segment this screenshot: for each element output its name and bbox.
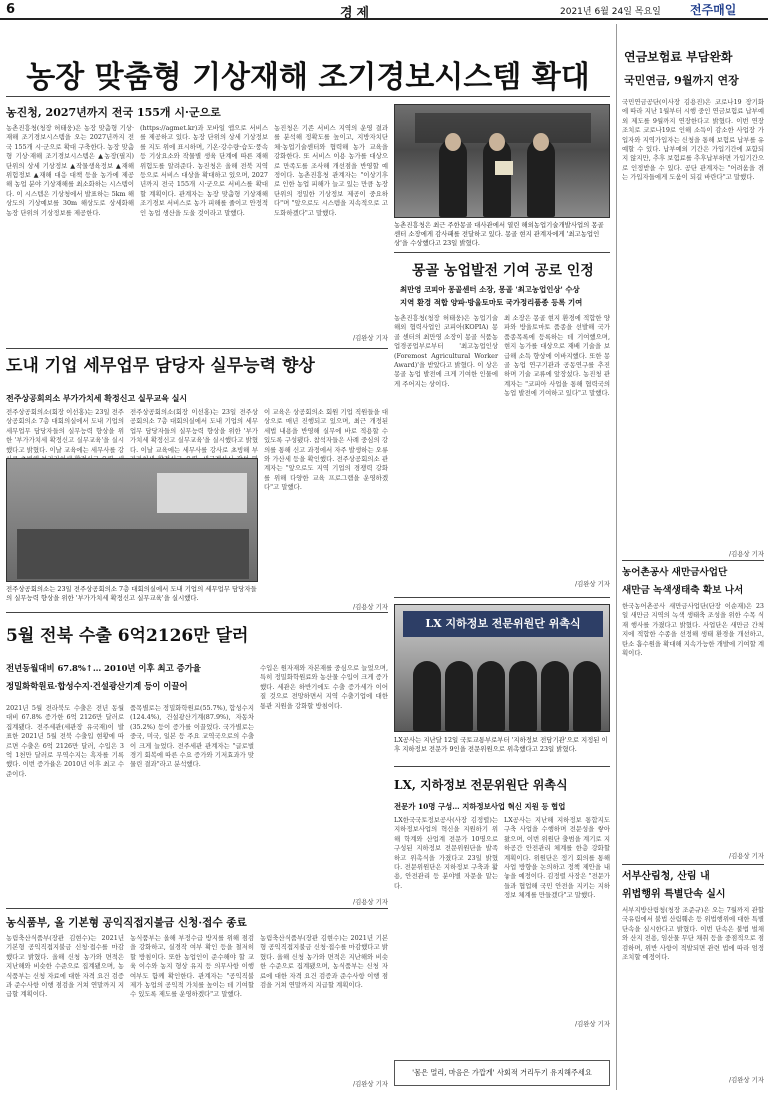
award-photo-caption: 농촌진흥청은 최근 주한몽골 대사관에서 열린 해외농업기술개발사업의 몽골 센터 소장에게 감사패를 전달하고 있다. 몽골 현지 관계자에게 '최고농업인상'을 수상했다고 23일 밝혔다. [394, 221, 604, 247]
right-byline3: /김완상 기자 [728, 1076, 764, 1084]
right-head3b: 위법행위 특별단속 실시 [622, 889, 726, 900]
right-rule2 [622, 560, 764, 561]
story3-byline: /김완상 기자 [574, 580, 610, 588]
story2-body-col2: 이 교육은 상공회의소 회원 기업 직원들을 대상으로 매년 진행되고 있으며, 최근 개정된 세법 내용을 반영해 실무에 바로 적용할 수 있도록 구성됐다. 참석자들은 사례 중심의 강의를 통해 신고 과정에서 자주 발생하는 오류와 가산세 등을 확인했다. 전주상공회의소 관계자는 "앞으로도 지역 기업의 경쟁력 강화를 위해 다양한 교육 프로그램을 운영하겠다"고 말했다. [264, 408, 388, 492]
story4-body-col3: 수입은 원자재와 자본재를 중심으로 늘었으며, 특히 정밀화학원료와 농산물 수입이 크게 증가했다. 세관은 하반기에도 수출 증가세가 이어질 것으로 전망하면서 지역 수출기업에 대한 통관 지원을 강화할 방침이다. [260, 664, 388, 710]
paper-name: 전주매일 [690, 3, 737, 17]
story4-kicker2: 정밀화학원료·합성수지·건설광산기계 등이 이끌어 [6, 681, 188, 691]
right-body1: 국민연금공단(이사장 김용진)은 코로나19 장기화에 따라 지난 1월부터 시행 중인 연금보험료 납부예외 제도를 9월까지 연장한다고 밝혔다. 이번 연장 조치로 코로나19로 인해 소득이 감소한 사업장 가입자와 지역가입자는 신청을 통해 보험료 납부를 유예할 수 있다. 납부예외 기간은 가입기간에 포함되지 않지만, 추후 보험료를 추후납부하면 가입기간으로 인정받을 수 있다. 공단 관계자는 "어려움을 겪는 가입자들에게 도움이 되길 바란다"고 말했다. [622, 98, 764, 182]
photo2-rule [394, 597, 610, 598]
story5-byline: /김완상 기자 [574, 1020, 610, 1028]
distancing-ad: '몸은 멀리, 마음은 가깝게' 사회적 거리두기 유지해주세요 [394, 1060, 610, 1086]
story5-body-col2: LX공사는 지난해 지하정보 통합지도 구축 사업을 수행하며 전문성을 쌓아왔으며, 이번 위원단 출범을 계기로 지하공간 안전관리 체계를 한층 강화할 계획이다. 위원단은 정기 회의를 통해 사업 방향을 논의하고 정책 제안을 내놓을 예정이다. 김정렬 사장은 "전문가들과 협업해 국민 안전을 지키는 지하정보 체계를 만들겠다"고 말했다. [504, 816, 610, 900]
award-photo [394, 104, 610, 218]
right-body2: 한국농어촌공사 새만금사업단(단장 이순재)은 23일 새만금 지역의 녹색 생태축 조성을 위한 수목 식재 행사를 가졌다고 밝혔다. 사업단은 새만금 간척지에 적합한 수종을 선정해 생태 환경을 개선하고, 탄소 흡수원을 확대해 지속가능한 개발에 기여할 계획이다. [622, 602, 764, 658]
story2-headline: 도내 기업 세무업무 담당자 실무능력 향상 [6, 356, 315, 376]
photo-person [413, 661, 441, 731]
story3-kicker1: 최만영 코피아 몽골센터 소장, 몽골 '최고농업인상' 수상 [400, 285, 580, 294]
photo-person-head [489, 133, 505, 151]
story4-headline: 5월 전북 수출 6억2126만 달러 [6, 626, 249, 646]
lx-banner: LX 지하정보 전문위원단 위촉식 [403, 611, 603, 637]
story5-headline: LX, 지하정보 전문위원단 위촉식 [394, 778, 568, 792]
photo-person-head [445, 133, 461, 151]
page-number: 6 [6, 2, 16, 17]
story2-byline: /김용상 기자 [352, 603, 388, 611]
right-rule3 [622, 864, 764, 865]
plaque-icon [495, 161, 513, 175]
story4-byline: /김용상 기자 [352, 898, 388, 906]
photo-person [445, 661, 473, 731]
right-body3: 서부지방산림청(청장 조준규)은 오는 7월까지 관할 국유림에서 불법 산림훼손 등 위법행위에 대한 특별단속을 실시한다고 밝혔다. 이번 단속은 불법 벌채와 산지 전용, 임산물 무단 채취 등을 중점적으로 점검하며, 위반 사항이 적발되면 관련 법에 따라 엄정 조치할 예정이다. [622, 906, 764, 962]
lead-subhead: 농진청, 2027년까지 전국 155개 시·군으로 [6, 106, 221, 119]
lead-rule [6, 96, 610, 97]
photo-person [477, 661, 505, 731]
audience-rows [17, 529, 249, 579]
story3-body-col2: 최 소장은 몽골 현지 환경에 적합한 양파와 방울토마토 품종을 선발해 국가 품종목록에 등록하는 데 기여했으며, 현지 농가를 대상으로 재배 기술을 보급해 소득 향상에 이바지했다. 또한 몽골 농업 연구기관과 공동연구를 추진하며 기술 교류에 앞장섰다. 농진청 관계자는 "코피아 사업을 통해 협력국의 농업 발전에 기여하고 있다"고 말했다. [504, 314, 610, 398]
lx-photo-caption: LX공사는 지난달 12일 국토교통부로부터 '지하정보 전담기관'으로 지정된 이후 지하정보 전문가 9인을 전문위원으로 위촉했다고 23일 밝혔다. [394, 736, 608, 753]
right-byline2: /김용상 기자 [728, 852, 764, 860]
issue-date: 2021년 6월 24일 목요일 [560, 7, 661, 17]
story4-body-col1: 2021년 5월 전라북도 수출은 전년 동월 대비 67.8% 증가한 6억 2126만 달러로 집계됐다. 전주세관(세관장 유국재)이 발표한 2021년 5월 전북 수출입 현황에 따르면 수출은 6억 2126만 달러, 수입은 3억 1천만 달러로 무역수지는 흑자를 기록했다. 이번 증가율은 2010년 이후 최고 수준이다. [6, 704, 124, 778]
photo-person-head [533, 133, 549, 151]
section-title: 경제 [340, 6, 374, 21]
story2-body-col1: 전주상공회의소(회장 이선홍)는 23일 전주상공회의소 7층 대회의실에서 도내 기업의 세무업무 담당자들의 실무능력 향상을 위한 '부가가치세 확정신고 실무교육'을 실시했다고 밝혔다. 이날 교육에는 세무사를 강 [6, 408, 124, 454]
right-head3: 서부산림청, 산림 내 [622, 871, 710, 882]
lead-body-col1: 농촌진흥청(청장 허태웅)은 농장 맞춤형 기상·재해 조기경보시스템을 오는 2027년까지 전국 155개 시·군으로 확대 구축한다. 농장 맞춤형 기상·재해 조기경보시스템은 ▲농장(필지) 단위의 상세 기상정보 ▲작물생육정보 ▲재해 위험정보 ▲재해 대응 대책 등을 농가에 제공해 농업 분야 기상재해를 최소화하는 시스템이다. 이 시스템은 기상청에서 발표하는 5km 해상도의 기상예보를 30m 해상도로 상세화해 농장 단위의 기상정보를 제공한다. [6, 124, 134, 217]
photo-person [541, 661, 569, 731]
story6-headline: 농식품부, 올 기본형 공익직접지불금 신청·접수 종료 [6, 917, 247, 929]
lead-byline: /김완상 기자 [352, 334, 388, 342]
story6-body-col1: 농림축산식품부(장관 김현수)는 2021년 기본형 공익직접지불금 신청·접수를 마감했다고 밝혔다. 올해 신청 농가와 면적은 지난해와 비슷한 수준으로 집계됐으며, 농식품부는 신청 자료에 대한 자격 요건 검증과 준수사항 이행 점검을 거쳐 연말까지 지급할 계획이다. [6, 934, 124, 999]
story6-body-col3: 농림축산식품부(장관 김현수)는 2021년 기본형 공익직접지불금 신청·접수를 마감했다고 밝혔다. 올해 신청 농가와 면적은 지난해와 비슷한 수준으로 집계됐으며, 농식품부는 신청 자료에 대한 자격 요건 검증과 준수사항 이행 점검을 거쳐 연말까지 지급할 계획이다. [260, 934, 388, 990]
story3-body-col1: 농촌진흥청(청장 허태웅)은 농업기술 해외 협력사업인 코피아(KOPIA) 몽골 센터의 최만영 소장이 몽골 식품농업경공업부로부터 '최고농업인상(Foremost Agricultural Worker Award)'을 받았다고 밝혔다. 이 상은 몽골 농업 발전에 크게 기여한 인물에게 주어지는 상이다. [394, 314, 498, 388]
seminar-photo [6, 458, 258, 582]
photo-person [573, 661, 601, 731]
story4-body-col2: 품목별로는 정밀화학원료(55.7%), 합성수지(124.4%), 건설광산기계(87.9%), 자동차(35.2%) 등이 증가를 이끌었다. 국가별로는 중국, 미국, 일본 등 주요 교역국으로의 수출이 크게 늘었다. 전주세관 관계자는 "글로벌 경기 회복에 따른 수요 증가와 기저효과가 맞물린 결과"라고 분석했다. [130, 704, 254, 769]
lx-photo [394, 604, 610, 732]
story5-kicker: 전문가 10명 구성… 지하정보사업 혁신 지원 등 협업 [394, 802, 566, 811]
right-head1: 연금보험료 부담완화 [624, 50, 733, 64]
story3-headline: 몽골 농업발전 기여 공로 인정 [412, 263, 594, 279]
story3-rule [394, 252, 610, 253]
lead-headline: 농장 맞춤형 기상재해 조기경보시스템 확대 [26, 60, 590, 95]
story5-body-col1: LX한국국토정보공사(사장 김정렬)는 지하정보사업의 혁신을 지원하기 위해 학계와 산업계 전문가 10명으로 구성된 지하정보 전문위원단을 발족하고 위촉식을 가졌다고 23일 밝혔다. 전문위원단은 지하정보 구축과 활용, 안전관리 등 분야별 자문을 맡는다. [394, 816, 498, 890]
presentation-screen [157, 473, 247, 513]
right-head2b: 새만금 녹색생태축 확보 나서 [622, 585, 744, 596]
story4-kicker1: 전년동월대비 67.8%↑… 2010년 이후 최고 증가율 [6, 663, 201, 673]
story3-kicker2: 지역 환경 적합 양파·방울토마토 국가정리품종 등록 기여 [400, 298, 583, 307]
right-head1b: 국민연금, 9월까지 연장 [624, 74, 739, 87]
lead-body-col2: (https://agmet.kr)과 모바일 앱으로 서비스를 제공하고 있다. 농장 단위의 상세 기상정보를 지도 위에 표시하며, 기온·강수량·습도·풍속 등 기상요소와 작물별 생육 단계에 따른 재해 위험도를 알려준다. 농진청은 올해 전북 지역 등으로 서비스 대상을 확대하고 있으며, 2027년까지 전국 155개 시·군으로 서비스를 확대할 계획이다. 관계자는 농장 맞춤형 기상재해 조기경보 서비스로 농가 피해를 줄이고 안정적인 농업 생산을 도울 것이라고 말했다. [140, 124, 268, 217]
story2-rule [6, 348, 388, 349]
story5-rule [394, 766, 610, 767]
story6-byline: /김완상 기자 [352, 1080, 388, 1088]
story4-rule [6, 612, 388, 613]
seminar-photo-caption: 전주상공회의소는 23일 전주상공회의소 7층 대회의실에서 도내 기업의 세무업무 담당자들의 실무능력 향상을 위한 '부가가치세 확정신고 실무교육'을 실시했다. [6, 585, 257, 602]
story2-kicker: 전주상공회의소 부가가치세 확정신고 실무교육 실시 [6, 393, 188, 403]
story6-rule [6, 908, 388, 909]
story6-body-col2: 농식품부는 올해 부정수급 방지를 위해 점검을 강화하고, 실경작 여부 확인 등을 철저히 할 방침이다. 또한 농업인이 준수해야 할 교육 이수와 농지 형상 유지 등 의무사항 이행 여부도 함께 확인한다. 관계자는 "공익직불제가 농업의 공익적 가치를 높이는 데 기여할 수 있도록 제도를 운영하겠다"고 말했다. [130, 934, 254, 999]
photo-person [509, 661, 537, 731]
right-byline1: /김용상 기자 [728, 550, 764, 558]
story2-body-col1b: 전주상공회의소(회장 이선홍)는 23일 전주상공회의소 7층 대회의실에서 도내 기업의 세무업무 담당자들의 실무능력 향상을 위한 '부가가치세 확정신고 실무교육'을 실시했다고 밝혔다. 이날 교육에는 세무사를 강사로 초빙해 부 [130, 408, 258, 454]
lead-body-col3: 농진청은 기존 서비스 지역의 운영 결과를 분석해 정확도를 높이고, 지방자치단체·농업기술센터와 협력해 농가 교육을 강화한다. 또 서비스 이용 농가를 대상으로 만족도를 조사해 개선점을 반영할 예정이다. 농촌진흥청 관계자는 "이상기후로 인한 농업 피해가 늘고 있는 만큼 농장 단위의 정밀한 기상정보 제공이 중요하다"며 "앞으로도 시스템을 지속적으로 고도화하겠다"고 말했다. [274, 124, 388, 217]
right-head2: 농어촌공사 새만금사업단 [622, 567, 728, 578]
right-column-divider [616, 24, 617, 1090]
